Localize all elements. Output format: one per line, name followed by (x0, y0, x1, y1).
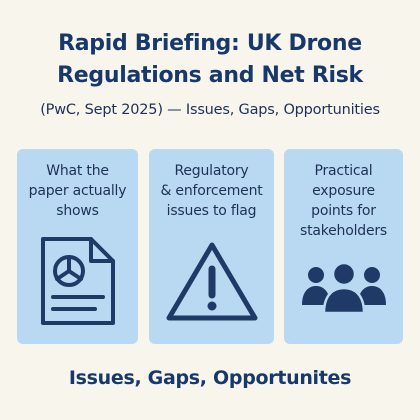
card-label-line: shows (56, 203, 99, 219)
card-label-line: & enforcement (160, 183, 263, 199)
page-subtitle: (PwC, Sept 2025) — Issues, Gaps, Opportunities (40, 102, 380, 118)
card-paper-shows (17, 149, 138, 344)
card-regulatory-issues (149, 149, 274, 344)
page-title (0, 28, 420, 92)
title-line-2: Regulations and Net Risk (57, 63, 363, 88)
card-label (17, 161, 138, 221)
card-label-line: Practical (314, 163, 373, 179)
card-label-line: What the (46, 163, 109, 179)
card-label (149, 161, 274, 221)
card-label-line: exposure (312, 183, 375, 199)
people-group-icon (301, 261, 387, 315)
card-label-line: points for (311, 203, 376, 219)
document-chart-icon (39, 235, 117, 327)
warning-icon (164, 239, 260, 323)
card-exposure-points (284, 149, 403, 344)
card-label-line: stakeholders (299, 223, 388, 239)
title-line-1: Rapid Briefing: UK Drone (58, 31, 362, 56)
footer-caption: Issues, Gaps, Opportunites (68, 367, 352, 389)
card-label-line: Regulatory (174, 163, 249, 179)
card-label (284, 161, 403, 241)
card-label-line: paper actually (28, 183, 127, 199)
card-label-line: issues to flag (166, 203, 257, 219)
